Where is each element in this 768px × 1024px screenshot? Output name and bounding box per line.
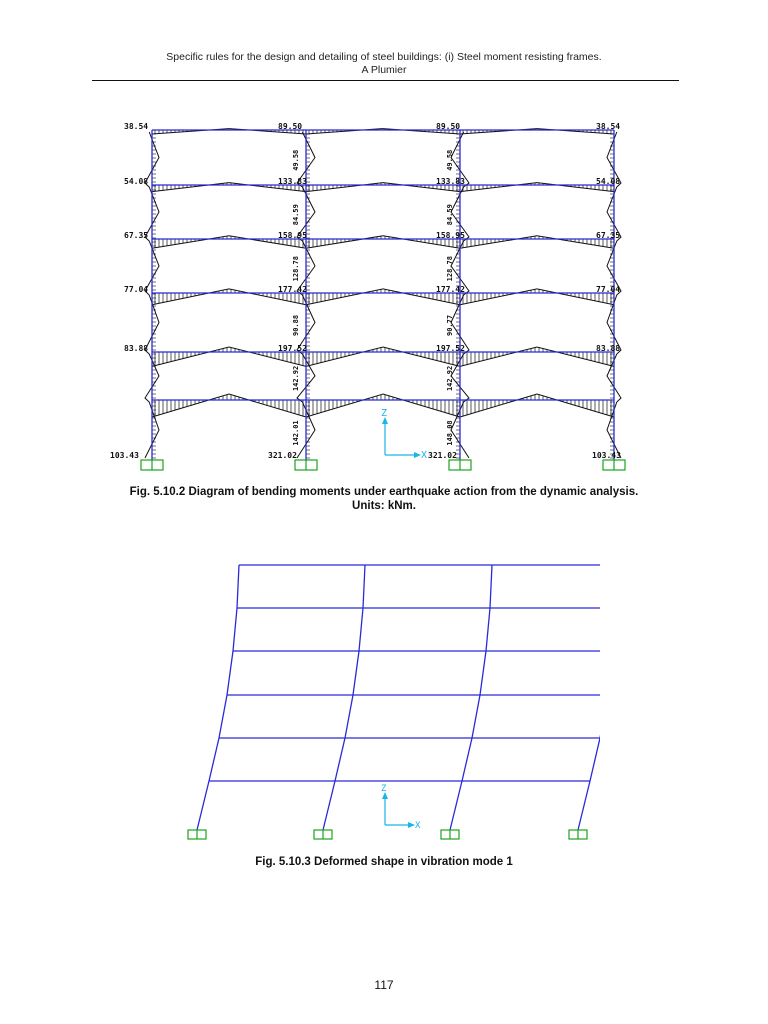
moment-value-label: 133.83 xyxy=(278,177,307,186)
moment-value-label: 89.50 xyxy=(278,122,303,131)
header-rule xyxy=(92,80,679,81)
deformed-column xyxy=(197,565,239,830)
header-author: A Plumier xyxy=(361,64,407,76)
column-moment-label: 84.59 xyxy=(446,204,454,226)
running-header xyxy=(0,51,768,77)
figure-1-caption-line2: Units: kNm. xyxy=(352,500,416,512)
moment-value-label: 89.50 xyxy=(436,122,461,131)
moment-labels xyxy=(110,122,621,460)
column-moment-label: 128.78 xyxy=(446,256,454,282)
moment-value-label: 177.42 xyxy=(436,285,465,294)
moment-value-label: 177.42 xyxy=(278,285,307,294)
moment-value-label: 67.35 xyxy=(124,231,149,240)
base-moment-label: 103.43 xyxy=(592,451,621,460)
column-moment-label: 142.92 xyxy=(446,365,454,392)
axis-x-label: X xyxy=(415,821,421,831)
column-moment-label: 148.08 xyxy=(446,420,454,446)
axis-z-label: Z xyxy=(381,408,388,419)
moment-value-label: 133.83 xyxy=(436,177,465,186)
moment-value-label: 77.04 xyxy=(124,285,149,294)
supports xyxy=(188,830,587,839)
axis-triad xyxy=(381,784,421,831)
moment-value-label: 54.08 xyxy=(596,177,621,186)
moment-value-label: 83.88 xyxy=(596,344,621,353)
moment-value-label: 197.52 xyxy=(278,344,307,353)
moment-value-label: 54.08 xyxy=(124,177,149,186)
base-moment-label: 103.43 xyxy=(110,451,139,460)
moment-value-label: 38.54 xyxy=(596,122,621,131)
base-moment-label: 321.02 xyxy=(268,451,297,460)
deformed-column xyxy=(323,565,365,830)
figure-2-caption: Fig. 5.10.3 Deformed shape in vibration mode 1 xyxy=(255,856,513,868)
deformed-shape-diagram xyxy=(180,555,600,845)
axis-z-label: Z xyxy=(381,784,387,794)
moment-value-label: 158.95 xyxy=(436,231,465,240)
moment-value-label: 197.52 xyxy=(436,344,465,353)
deformed-column xyxy=(578,565,600,830)
column-moment-label: 90.88 xyxy=(292,314,300,336)
axis-triad xyxy=(381,408,427,461)
column-moment-label: 128.78 xyxy=(292,256,300,282)
axis-x-label: X xyxy=(421,450,428,461)
column-moment-label: 90.77 xyxy=(446,314,454,336)
column-moment-label: 84.59 xyxy=(292,204,300,226)
figure-1-caption-line1: Fig. 5.10.2 Diagram of bending moments under earthquake action from the dynamic analysis. xyxy=(129,486,639,498)
header-title: Specific rules for the design and detailing of steel buildings: (i) Steel moment resisting frames. xyxy=(166,51,602,63)
moment-value-label: 158.95 xyxy=(278,231,307,240)
column-moment-label: 142.01 xyxy=(292,420,300,446)
column-moment-label: 142.92 xyxy=(292,365,300,392)
moment-value-label: 77.04 xyxy=(596,285,621,294)
deformed-column xyxy=(450,565,492,830)
column-moment-label: 49.58 xyxy=(292,149,300,171)
supports xyxy=(141,460,625,470)
deformed-frame xyxy=(197,565,600,830)
figure-1-caption xyxy=(0,485,768,513)
base-moment-label: 321.02 xyxy=(428,451,457,460)
moment-value-label: 67.35 xyxy=(596,231,621,240)
bending-moment-diagram xyxy=(110,115,650,475)
moment-value-label: 38.54 xyxy=(124,122,149,131)
moment-value-label: 83.88 xyxy=(124,344,149,353)
column-moment-label: 49.58 xyxy=(446,149,454,171)
page-number: 117 xyxy=(374,978,394,992)
